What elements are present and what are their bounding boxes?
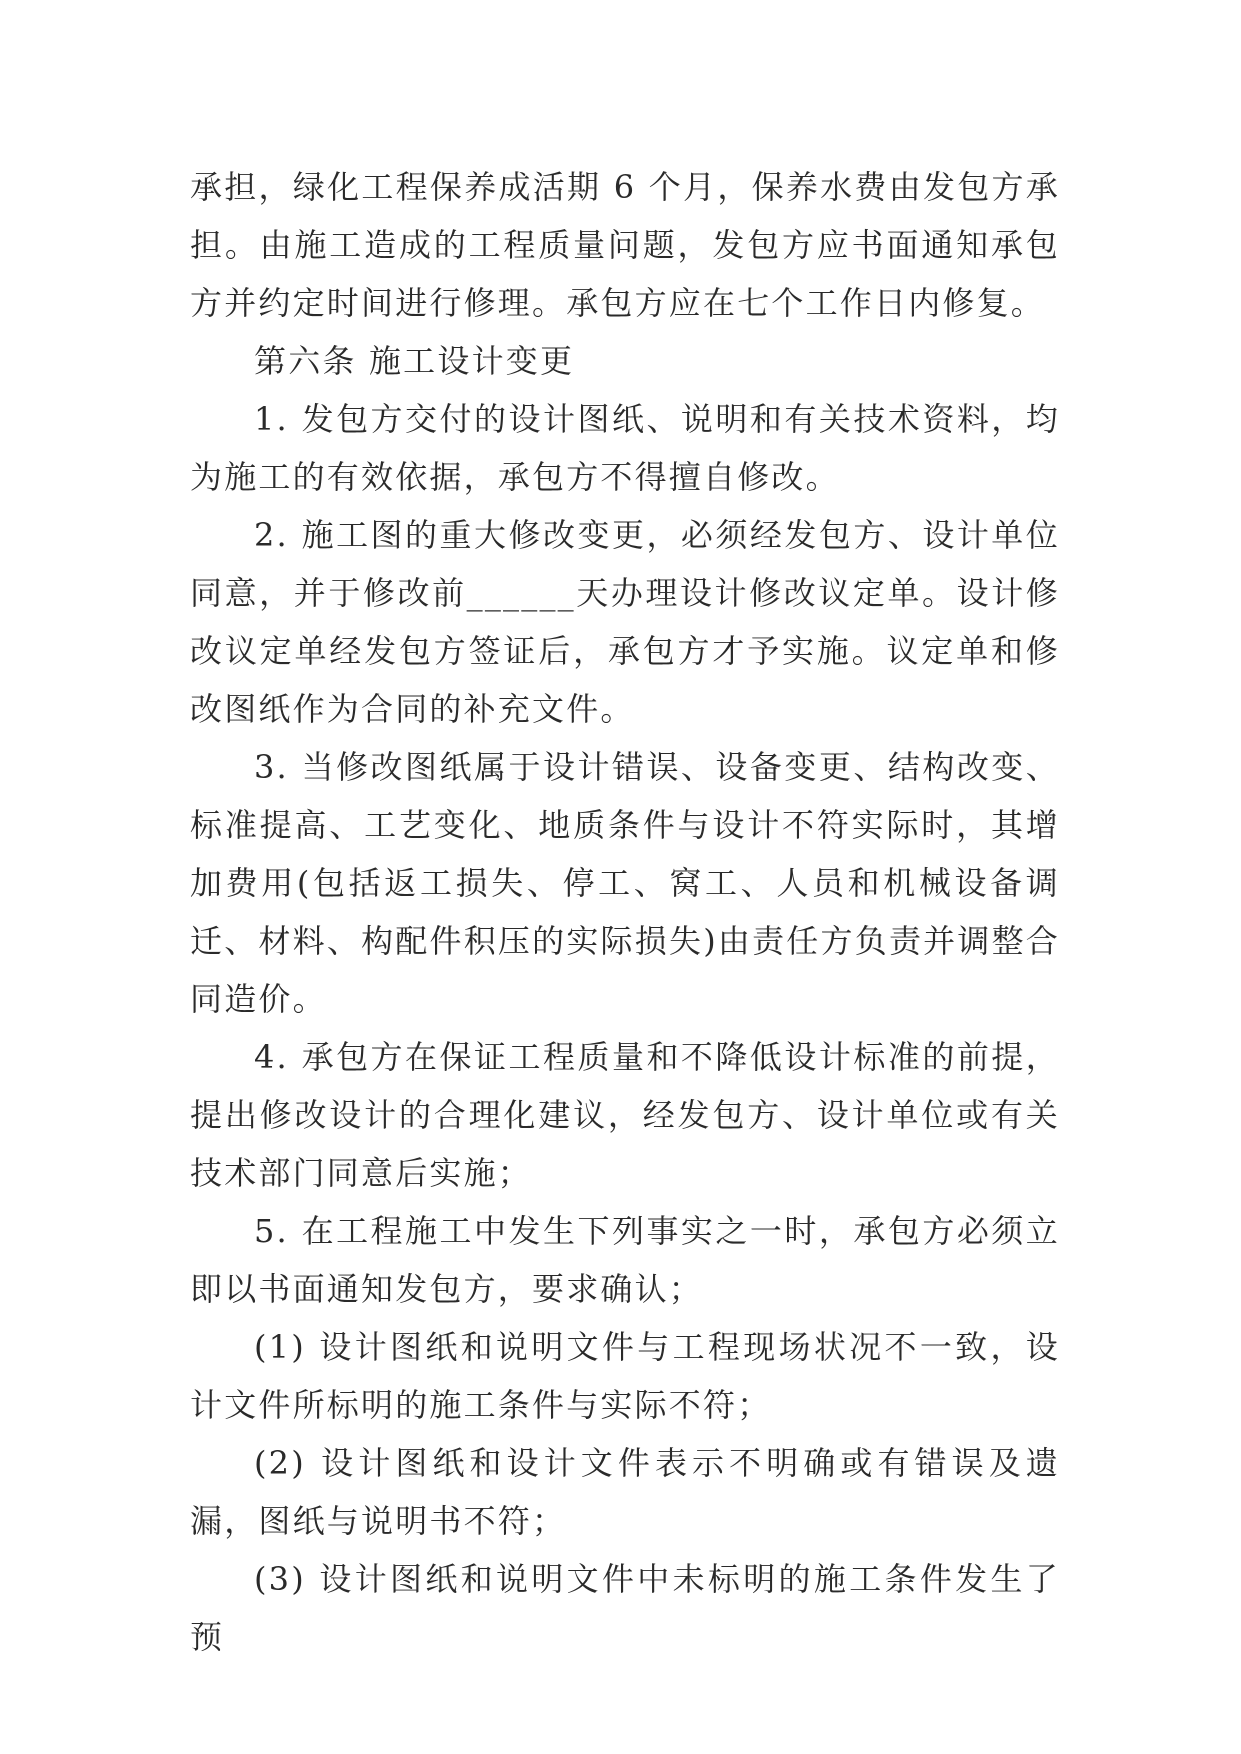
paragraph-item-2: 2. 施工图的重大修改变更，必须经发包方、设计单位同意，并于修改前______天办理设计修改议定单。设计修改议定单经发包方签证后，承包方才予实施。议定单和修改图纸作为合同的补充文件。 bbox=[190, 516, 1060, 728]
document-body bbox=[190, 158, 1060, 1666]
paragraph-item-3: 3. 当修改图纸属于设计错误、设备变更、结构改变、标准提高、工艺变化、地质条件与设计不符实际时，其增加费用(包括返工损失、停工、窝工、人员和机械设备调迁、材料、构配件积压的实际损失)由责任方负责并调整合同造价。 bbox=[190, 748, 1060, 1018]
section-heading-article-6: 第六条 施工设计变更 bbox=[254, 342, 575, 380]
paragraph-continuation: 承担，绿化工程保养成活期 6 个月，保养水费由发包方承担。由施工造成的工程质量问题，发包方应书面通知承包方并约定时间进行修理。承包方应在七个工作日内修复。 bbox=[190, 168, 1060, 322]
paragraph-item-5: 5. 在工程施工中发生下列事实之一时，承包方必须立即以书面通知发包方，要求确认； bbox=[190, 1212, 1060, 1308]
paragraph-subitem-2: (2) 设计图纸和设计文件表示不明确或有错误及遗漏，图纸与说明书不符； bbox=[190, 1444, 1060, 1540]
paragraph-item-1: 1. 发包方交付的设计图纸、说明和有关技术资料，均为施工的有效依据，承包方不得擅自修改。 bbox=[190, 400, 1060, 496]
paragraph-item-4: 4. 承包方在保证工程质量和不降低设计标准的前提，提出修改设计的合理化建议，经发包方、设计单位或有关技术部门同意后实施； bbox=[190, 1038, 1060, 1192]
paragraph-subitem-1: (1) 设计图纸和说明文件与工程现场状况不一致，设计文件所标明的施工条件与实际不符； bbox=[190, 1328, 1060, 1424]
paragraph-subitem-3: (3) 设计图纸和说明文件中未标明的施工条件发生了预 bbox=[190, 1560, 1060, 1656]
